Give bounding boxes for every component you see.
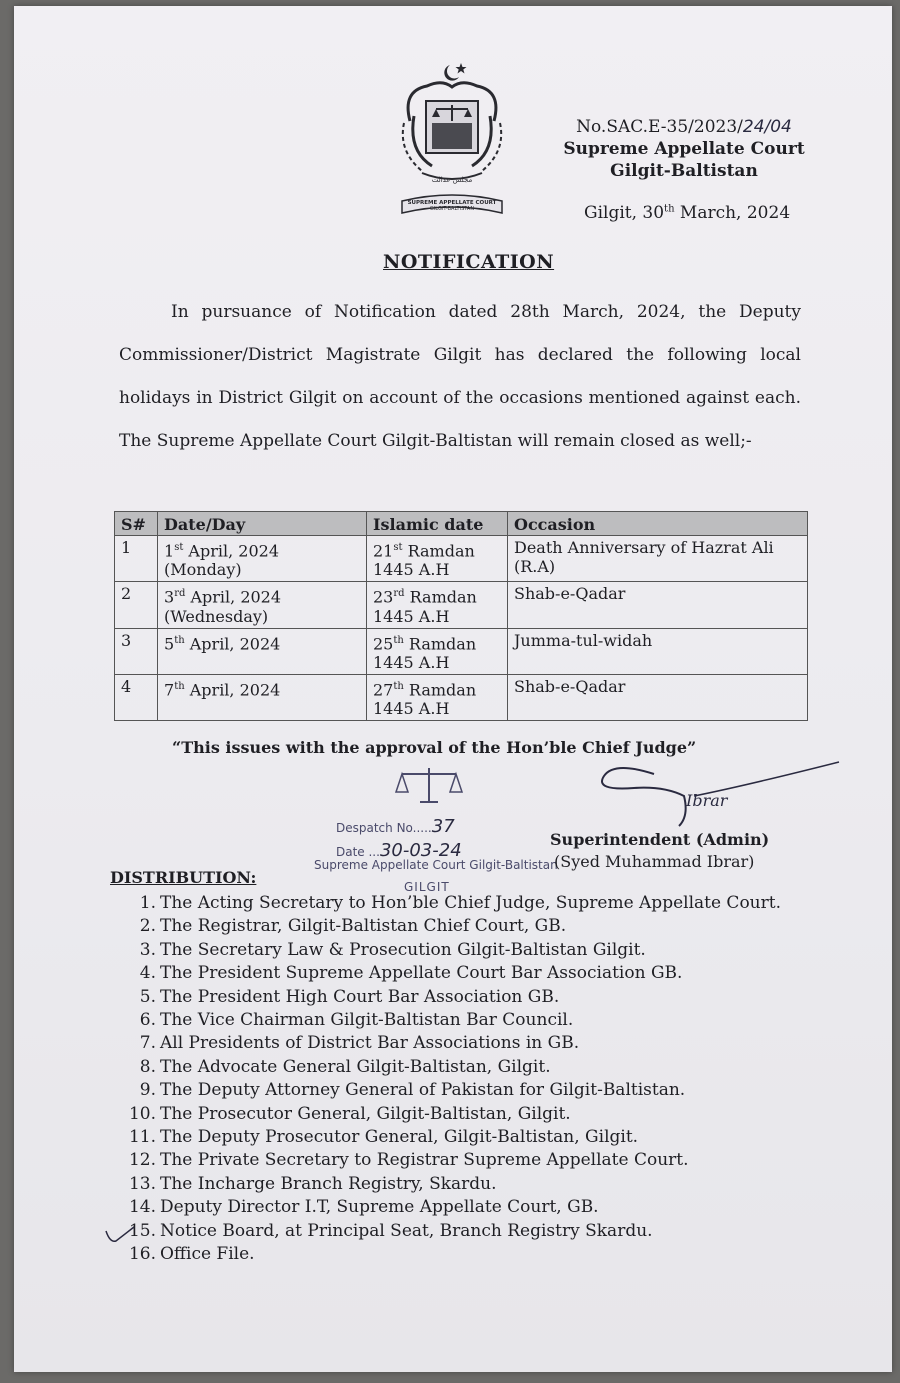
isl-day: 25 bbox=[373, 633, 394, 653]
despatch-date-label: Date ... bbox=[336, 845, 380, 859]
list-item-text: All Presidents of District Bar Associations in GB. bbox=[160, 1033, 580, 1054]
isl-sup: th bbox=[393, 634, 404, 646]
list-item-text: The Secretary Law & Prosecution Gilgit-Baltistan Gilgit. bbox=[160, 939, 646, 960]
isl-year: 1445 A.H bbox=[373, 560, 450, 580]
cell-occasion: Jumma-tul-widah bbox=[508, 628, 808, 674]
issue-date-rest: March, 2024 bbox=[674, 203, 791, 223]
date-sup: th bbox=[174, 680, 185, 692]
isl-month: Ramdan bbox=[402, 541, 475, 561]
despatch-value: 37 bbox=[431, 816, 455, 837]
list-item-number: 13. bbox=[128, 1173, 156, 1194]
cell-date bbox=[158, 536, 367, 582]
cell-occasion: Death Anniversary of Hazrat Ali (R.A) bbox=[508, 536, 808, 582]
list-item-number: 2. bbox=[139, 916, 156, 937]
list-item bbox=[120, 1126, 810, 1149]
list-item bbox=[120, 1009, 810, 1032]
cell-date bbox=[158, 628, 367, 674]
list-item bbox=[120, 915, 810, 938]
list-item-text: The Registrar, Gilgit-Baltistan Chief Court, GB. bbox=[160, 916, 567, 937]
date-rest: April, 2024 bbox=[184, 633, 281, 653]
reference-no: No.SAC.E-35/2023/ bbox=[576, 117, 743, 137]
cell-occasion: Shab-e-Qadar bbox=[508, 582, 808, 628]
svg-text:GILGIT-BALTISTAN: GILGIT-BALTISTAN bbox=[429, 206, 475, 212]
stamp-org: Supreme Appellate Court Gilgit-Baltistan bbox=[314, 858, 558, 872]
cell-date bbox=[158, 582, 367, 628]
cell-occasion: Shab-e-Qadar bbox=[508, 674, 808, 720]
list-item bbox=[120, 1196, 810, 1219]
date-rest: April, 2024 bbox=[184, 680, 281, 700]
cell-sno: 4 bbox=[115, 674, 158, 720]
distribution-list bbox=[120, 892, 810, 1267]
list-item-text: The Advocate General Gilgit-Baltistan, Gilgit. bbox=[160, 1056, 551, 1077]
list-item-text: The Deputy Prosecutor General, Gilgit-Baltistan, Gilgit. bbox=[160, 1127, 639, 1148]
list-item bbox=[120, 1032, 810, 1055]
isl-month: Ramdan bbox=[403, 680, 477, 700]
list-item-text: Notice Board, at Principal Seat, Branch Registry Skardu. bbox=[160, 1220, 653, 1241]
court-emblem bbox=[392, 61, 512, 221]
date-sup: st bbox=[174, 542, 184, 553]
table-row bbox=[115, 628, 808, 674]
svg-text:مجلس عدالت: مجلس عدالت bbox=[431, 176, 473, 184]
approval-note: “This issues with the approval of the Hon’ble Chief Judge” bbox=[172, 738, 697, 757]
court-name: Supreme Appellate Court bbox=[563, 139, 805, 159]
list-item bbox=[120, 1079, 810, 1102]
cell-sno: 3 bbox=[115, 628, 158, 674]
document-page bbox=[14, 6, 892, 1372]
list-item-number: 1. bbox=[139, 893, 156, 913]
list-item bbox=[120, 986, 810, 1009]
date-sup: th bbox=[174, 634, 185, 646]
notification-body: In pursuance of Notification dated 28th March, 2024, the Deputy Commissioner/District Magistrate Gilgit has declared the following local holidays in District Gilgit on account of the occasions mentioned against each. The Supreme Appellate Court Gilgit-Baltistan will remain closed as well;- bbox=[119, 302, 801, 451]
reference-number bbox=[554, 116, 814, 138]
despatch-no bbox=[336, 816, 455, 837]
list-item-text: The Private Secretary to Registrar Supreme Appellate Court. bbox=[160, 1150, 689, 1171]
tick-mark-icon bbox=[102, 1223, 142, 1247]
date-weekday: (Monday) bbox=[164, 560, 242, 580]
isl-day: 23 bbox=[373, 587, 394, 607]
list-item-number: 3. bbox=[139, 939, 156, 960]
table-header-row bbox=[115, 512, 808, 536]
cell-sno: 2 bbox=[115, 582, 158, 628]
list-item-number: 14. bbox=[128, 1197, 156, 1218]
list-item-text: The Acting Secretary to Hon’ble Chief Judge, Supreme Appellate Court. bbox=[160, 893, 781, 913]
list-item-number: 6. bbox=[139, 1010, 156, 1031]
page-title: NOTIFICATION bbox=[383, 251, 555, 273]
despatch-label: Despatch No..... bbox=[336, 821, 432, 835]
date-day: 5 bbox=[164, 633, 175, 653]
list-item-number: 16. bbox=[128, 1244, 156, 1265]
svg-text:SUPREME APPELLATE COURT: SUPREME APPELLATE COURT bbox=[407, 200, 497, 206]
cell-islamic-date bbox=[367, 582, 508, 628]
list-item-number: 7. bbox=[139, 1033, 156, 1054]
reference-handwritten: 24/04 bbox=[742, 117, 792, 137]
cell-islamic-date bbox=[367, 674, 508, 720]
list-item bbox=[120, 1103, 810, 1126]
col-header-occasion: Occasion bbox=[508, 512, 808, 536]
stamp-city: GILGIT bbox=[404, 880, 450, 894]
list-item bbox=[120, 1149, 810, 1172]
col-header-date: Date/Day bbox=[158, 512, 367, 536]
table-row bbox=[115, 536, 808, 582]
isl-year: 1445 A.H bbox=[373, 606, 450, 626]
issue-date bbox=[584, 203, 790, 223]
holiday-table bbox=[114, 511, 808, 721]
list-item-text: The Prosecutor General, Gilgit-Baltistan, Gilgit. bbox=[160, 1103, 571, 1124]
list-item-number: 9. bbox=[139, 1080, 156, 1101]
list-item bbox=[120, 962, 810, 985]
list-item bbox=[120, 1220, 810, 1243]
date-weekday: (Wednesday) bbox=[164, 606, 269, 626]
court-region: Gilgit-Baltistan bbox=[610, 161, 758, 181]
date-day: 7 bbox=[164, 680, 175, 700]
isl-day: 27 bbox=[373, 680, 394, 700]
date-rest: April, 2024 bbox=[183, 541, 279, 561]
isl-sup: rd bbox=[393, 588, 405, 600]
list-item bbox=[120, 1056, 810, 1079]
list-item bbox=[120, 939, 810, 962]
isl-year: 1445 A.H bbox=[373, 652, 450, 672]
table-row bbox=[115, 582, 808, 628]
isl-month: Ramdan bbox=[404, 587, 477, 607]
date-day: 1 bbox=[164, 541, 175, 561]
issue-date-sup: th bbox=[664, 203, 675, 215]
col-header-islamic-date: Islamic date bbox=[367, 512, 508, 536]
signature-handwritten: Ibrar bbox=[686, 791, 728, 810]
distribution-heading: DISTRIBUTION: bbox=[110, 868, 257, 887]
list-item-text: The Vice Chairman Gilgit-Baltistan Bar Council. bbox=[160, 1010, 574, 1031]
col-header-sno: S# bbox=[115, 512, 158, 536]
signatory-name: (Syed Muhammad Ibrar) bbox=[554, 852, 755, 871]
table-row bbox=[115, 674, 808, 720]
isl-sup: th bbox=[393, 680, 404, 692]
cell-sno: 1 bbox=[115, 536, 158, 582]
isl-month: Ramdan bbox=[403, 633, 477, 653]
list-item-number: 15. bbox=[128, 1220, 156, 1241]
list-item-text: The Incharge Branch Registry, Skardu. bbox=[160, 1173, 497, 1194]
list-item bbox=[120, 1173, 810, 1196]
cell-islamic-date bbox=[367, 536, 508, 582]
list-item-text: The President Supreme Appellate Court Bar Association GB. bbox=[160, 963, 683, 984]
despatch-date-value: 30-03-24 bbox=[379, 840, 462, 861]
isl-year: 1445 A.H bbox=[373, 699, 450, 719]
list-item-number: 12. bbox=[128, 1150, 156, 1171]
despatch-stamp bbox=[314, 766, 559, 896]
list-item-text: Office File. bbox=[160, 1244, 255, 1265]
list-item-text: The Deputy Attorney General of Pakistan for Gilgit-Baltistan. bbox=[160, 1080, 686, 1101]
cell-islamic-date bbox=[367, 628, 508, 674]
isl-sup: st bbox=[393, 542, 403, 553]
list-item-number: 10. bbox=[128, 1103, 156, 1124]
signature bbox=[594, 756, 844, 836]
list-item-number: 4. bbox=[139, 963, 156, 984]
list-item-text: Deputy Director I.T, Supreme Appellate Court, GB. bbox=[160, 1197, 599, 1218]
signatory-designation: Superintendent (Admin) bbox=[550, 830, 770, 849]
list-item-number: 5. bbox=[139, 986, 156, 1007]
table-body bbox=[115, 536, 808, 721]
reference-block bbox=[554, 116, 814, 182]
date-sup: rd bbox=[174, 588, 186, 600]
list-item-number: 11. bbox=[128, 1127, 156, 1148]
cell-date bbox=[158, 674, 367, 720]
issue-date-day: Gilgit, 30 bbox=[584, 203, 665, 223]
scales-icon bbox=[394, 766, 464, 806]
list-item bbox=[120, 892, 810, 915]
list-item-number: 8. bbox=[139, 1056, 156, 1077]
list-item-text: The President High Court Bar Association GB. bbox=[160, 986, 560, 1007]
date-rest: April, 2024 bbox=[185, 587, 282, 607]
isl-day: 21 bbox=[373, 541, 394, 561]
date-day: 3 bbox=[164, 587, 175, 607]
list-item bbox=[120, 1243, 810, 1266]
